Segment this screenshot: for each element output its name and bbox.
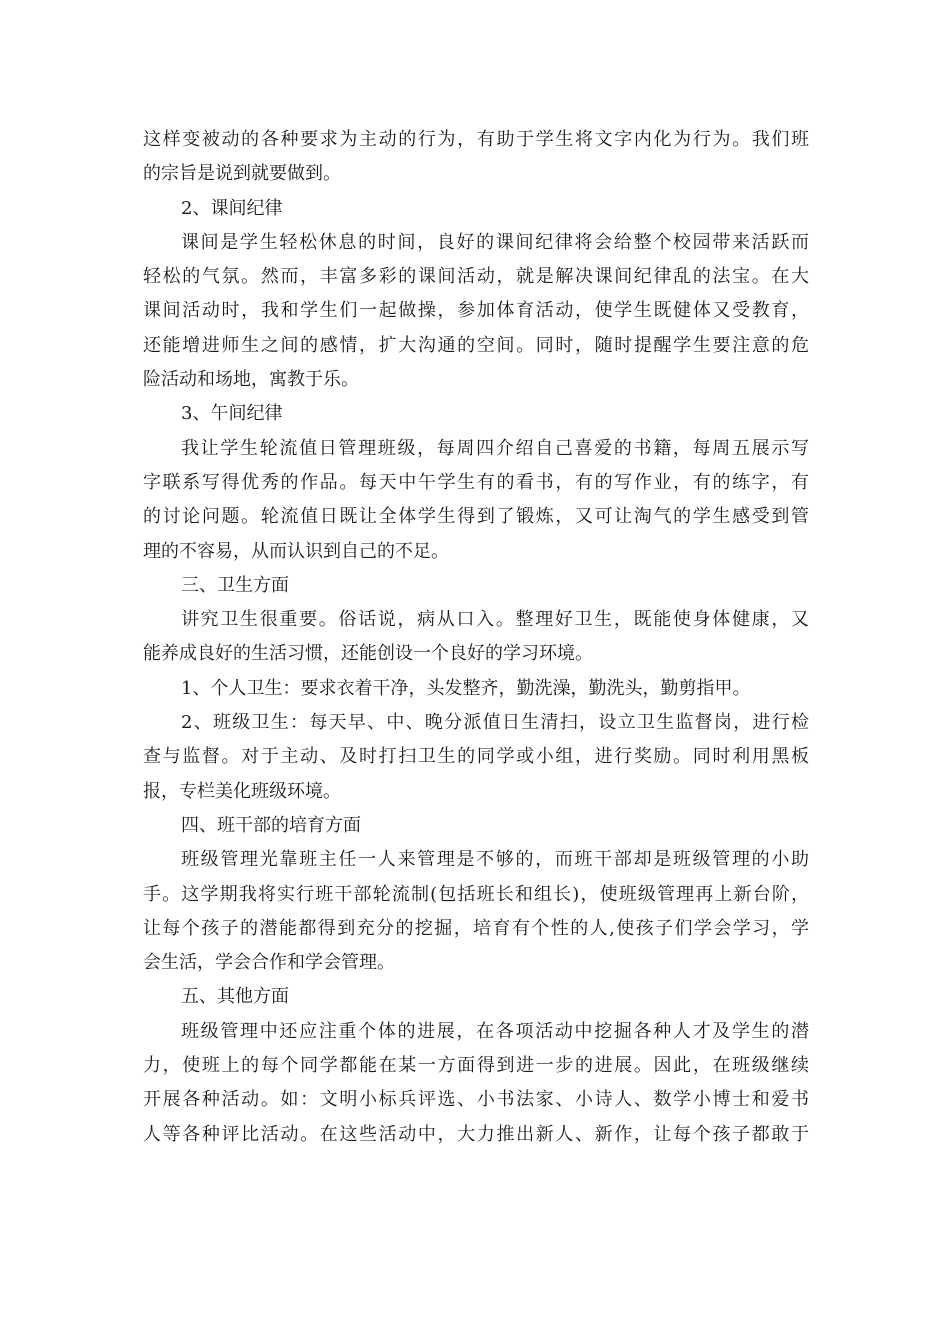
- text-line: 讲究卫生很重要。俗话说，病从口入。整理好卫生，既能使身体健康，又: [181, 609, 809, 631]
- text-line: 开展各种活动。如：文明小标兵评选、小书法家、小诗人、数学小博士和爱书: [143, 1089, 809, 1111]
- text-line: 班级管理光靠班主任一人来管理是不够的，而班干部却是班级管理的小助: [181, 849, 809, 871]
- text-line: 3、午间纪律: [181, 403, 283, 425]
- text-line: 我让学生轮流值日管理班级，每周四介绍自己喜爱的书籍，每周五展示写: [181, 437, 809, 459]
- text-line: 2、课间纪律: [181, 197, 283, 219]
- text-line: 2、班级卫生：每天早、中、晚分派值日生清扫，设立卫生监督岗，进行检: [181, 712, 809, 734]
- text-line: 报，专栏美化班级环境。: [143, 780, 341, 802]
- text-line: 的讨论问题。轮流值日既让全体学生得到了锻炼，又可让淘气的学生感受到管: [143, 506, 809, 528]
- text-line: 课间活动时，我和学生们一起做操，参加体育活动，使学生既健体又受教育，: [143, 300, 809, 322]
- text-line: 课间是学生轻松休息的时间，良好的课间纪律将会给整个校园带来活跃而: [181, 231, 809, 253]
- text-line: 查与监督。对于主动、及时打扫卫生的同学或小组，进行奖励。同时利用黑板: [143, 746, 809, 768]
- text-line: 五、其他方面: [181, 986, 289, 1008]
- text-line: 让每个孩子的潜能都得到充分的挖掘，培育有个性的人,使孩子们学会学习，学: [143, 917, 809, 939]
- document-body: [143, 123, 809, 1152]
- text-line: 班级管理中还应注重个体的进展，在各项活动中挖掘各种人才及学生的潜: [181, 1020, 809, 1042]
- text-line: 1、个人卫生：要求衣着干净，头发整齐，勤洗澡，勤洗头，勤剪指甲。: [181, 677, 751, 699]
- text-line: 理的不容易，从而认识到自己的不足。: [143, 540, 449, 562]
- text-line: 这样变被动的各种要求为主动的行为，有助于学生将文字内化为行为。我们班: [143, 129, 809, 150]
- text-line: 字联系写得优秀的作品。每天中午学生有的看书，有的写作业，有的练字，有: [143, 471, 809, 493]
- text-line: 还能增进师生之间的感情，扩大沟通的空间。同时，随时提醒学生要注意的危: [143, 334, 809, 356]
- text-line: 能养成良好的生活习惯，还能创设一个良好的学习环境。: [143, 643, 593, 665]
- text-line: 四、班干部的培育方面: [181, 814, 361, 836]
- text-line: 力，使班上的每个同学都能在某一方面得到进一步的进展。因此，在班级继续: [143, 1055, 809, 1077]
- text-line: 人等各种评比活动。在这些活动中，大力推出新人、新作，让每个孩子都敢于: [143, 1123, 809, 1145]
- text-line: 手。这学期我将实行班干部轮流制(包括班长和组长)，使班级管理再上新台阶，: [143, 883, 809, 905]
- text-line: 三、卫生方面: [181, 574, 289, 596]
- text-line: 轻松的气氛。然而，丰富多彩的课间活动，就是解决课间纪律乱的法宝。在大: [143, 266, 809, 288]
- text-line: 的宗旨是说到就要做到。: [143, 163, 341, 185]
- text-line: 会生活，学会合作和学会管理。: [143, 952, 395, 974]
- text-line: 险活动和场地，寓教于乐。: [143, 369, 359, 391]
